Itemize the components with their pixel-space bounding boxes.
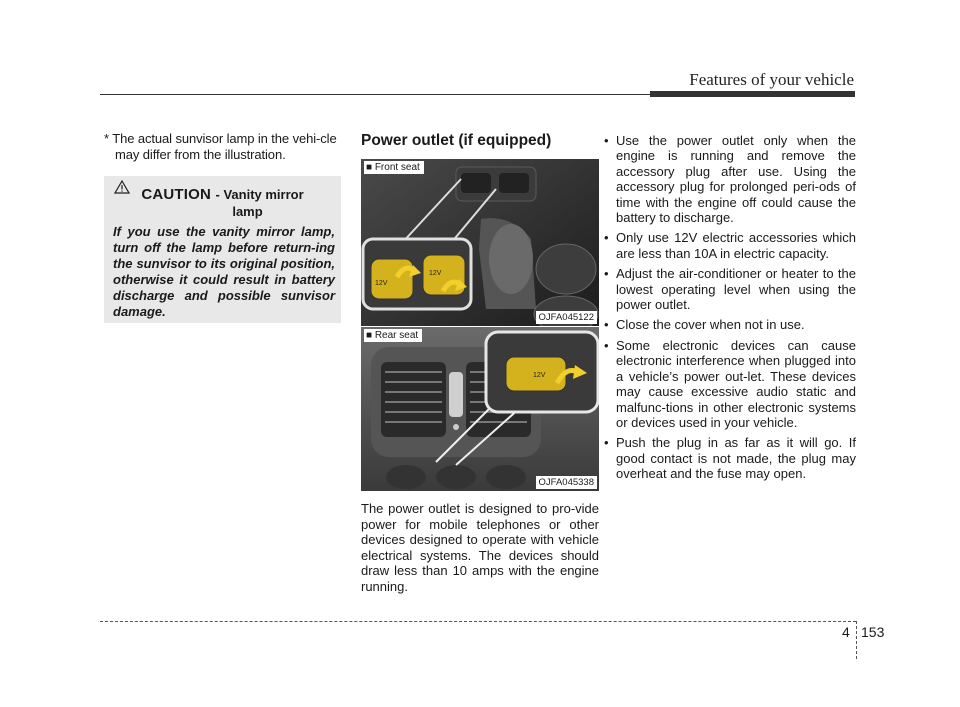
- list-item: • Only use 12V electric accessories which are less than 10A in electric capacity.: [604, 230, 856, 261]
- front-outlet-text-2: 12V: [429, 270, 442, 277]
- list-item: • Close the cover when not in use.: [604, 317, 856, 332]
- illustration-note: * The actual sunvisor lamp in the vehi-cle may differ from the illustration.: [104, 131, 337, 162]
- list-item: • Adjust the air-conditioner or heater to the lowest operating level when using the power outlet.: [604, 266, 856, 312]
- power-outlet-precautions: [604, 133, 856, 487]
- caution-word: CAUTION: [141, 186, 212, 203]
- rear-seat-code: OJFA045338: [536, 476, 597, 489]
- caution-subtitle-line2: lamp: [232, 204, 263, 219]
- rear-seat-photo: [361, 327, 599, 491]
- caution-box: [104, 176, 341, 323]
- list-item: • Push the plug in as far as it will go. If good contact is not made, the plug may overheat and the fuse may open.: [604, 435, 856, 481]
- power-outlet-description: The power outlet is designed to pro-vide power for mobile telephones or other devices designed to operate with vehicle electrical systems. The devices should draw less than 10 amps with the engine running.: [361, 501, 599, 594]
- rear-outlet-text: 12V: [533, 372, 546, 379]
- front-seat-label: ■ Front seat: [364, 161, 424, 174]
- footer-divider: [856, 621, 857, 659]
- left-column: [104, 131, 340, 162]
- list-item: • Use the power outlet only when the engine is running and remove the accessory plug after use. Using the accessory plug for prolonged peri-ods of time with the engine off could cause the battery to discharge.: [604, 133, 856, 225]
- front-seat-illustration: [361, 159, 599, 326]
- front-seat-code: OJFA045122: [536, 311, 597, 324]
- rear-seat-illustration: [361, 327, 599, 491]
- caution-heading: [104, 186, 341, 204]
- caution-subtitle: - Vanity mirror: [215, 187, 304, 202]
- front-seat-photo: [361, 159, 599, 326]
- rear-seat-label: ■ Rear seat: [364, 329, 422, 342]
- page-header-title: Features of your vehicle: [689, 70, 854, 89]
- front-outlet-text-1: 12V: [375, 280, 388, 287]
- footer-rule: [100, 621, 856, 622]
- page-number: 153: [861, 624, 885, 640]
- section-title: Power outlet (if equipped): [361, 132, 552, 149]
- caution-body: If you use the vanity mirror lamp, turn off the lamp before return-ing the sunvisor to its original position, otherwise it could result in battery discharge and possible sunvisor damage.: [113, 224, 335, 319]
- header-bar: [650, 91, 855, 97]
- list-item: • Some electronic devices can cause electronic interference when plugged into a vehicle’s power out-let. These devices may cause excessive audio static and malfunc-tions in other electronic systems or devices used in your vehicle.: [604, 338, 856, 430]
- chapter-number: 4: [842, 624, 850, 640]
